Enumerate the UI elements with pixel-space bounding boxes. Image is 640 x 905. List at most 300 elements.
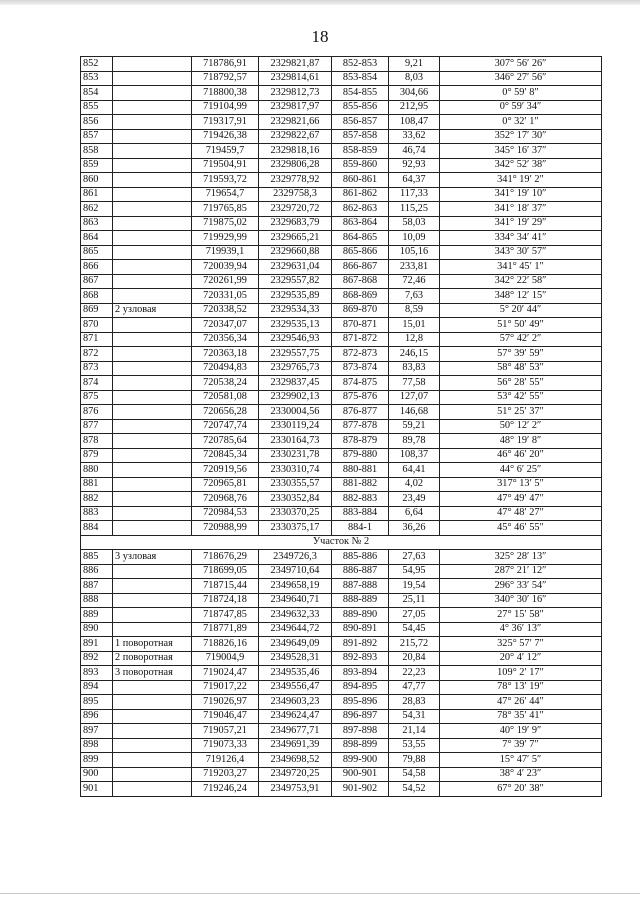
table-row (81, 390, 602, 405)
point-type-cell (113, 158, 192, 173)
point-type-cell (113, 419, 192, 434)
length-cell: 146,68 (389, 405, 440, 420)
direction-angle-cell: 58° 48′ 53″ (440, 361, 602, 376)
direction-angle-cell: 342° 22′ 58″ (440, 274, 602, 289)
direction-angle-cell: 334° 34′ 41″ (440, 231, 602, 246)
direction-angle-cell: 57° 42′ 2″ (440, 332, 602, 347)
table-row (81, 71, 602, 86)
segment-cell: 856-857 (332, 115, 389, 130)
table-row (81, 434, 602, 449)
point-number-cell: 859 (81, 158, 113, 173)
segment-cell: 860-861 (332, 173, 389, 188)
point-number-cell: 872 (81, 347, 113, 362)
segment-cell: 896-897 (332, 709, 389, 724)
coord-x-cell: 719875,02 (192, 216, 259, 231)
segment-cell: 869-870 (332, 303, 389, 318)
length-cell: 20,84 (389, 651, 440, 666)
segment-cell: 880-881 (332, 463, 389, 478)
point-number-cell: 865 (81, 245, 113, 260)
direction-angle-cell: 341° 45′ 1″ (440, 260, 602, 275)
point-type-cell: 3 узловая (113, 550, 192, 565)
point-number-cell: 868 (81, 289, 113, 304)
coord-y-cell: 2329557,75 (259, 347, 332, 362)
coord-x-cell: 718715,44 (192, 579, 259, 594)
coord-y-cell: 2349658,19 (259, 579, 332, 594)
coord-x-cell: 720347,07 (192, 318, 259, 333)
direction-angle-cell: 340° 30′ 16″ (440, 593, 602, 608)
point-number-cell: 862 (81, 202, 113, 217)
segment-cell: 862-863 (332, 202, 389, 217)
direction-angle-cell: 317° 13′ 5″ (440, 477, 602, 492)
coordinates-table (80, 56, 602, 797)
point-type-cell (113, 564, 192, 579)
segment-cell: 901-902 (332, 782, 389, 797)
table-row (81, 332, 602, 347)
length-cell: 79,88 (389, 753, 440, 768)
direction-angle-cell: 0° 59′ 34″ (440, 100, 602, 115)
point-type-cell (113, 332, 192, 347)
point-type-cell (113, 274, 192, 289)
direction-angle-cell: 50° 12′ 2″ (440, 419, 602, 434)
coord-y-cell: 2330004,56 (259, 405, 332, 420)
segment-cell: 886-887 (332, 564, 389, 579)
length-cell: 15,01 (389, 318, 440, 333)
segment-cell: 884-1 (332, 521, 389, 536)
table-row (81, 622, 602, 637)
point-number-cell: 883 (81, 506, 113, 521)
direction-angle-cell: 109° 2′ 17″ (440, 666, 602, 681)
point-number-cell: 858 (81, 144, 113, 159)
point-type-cell (113, 390, 192, 405)
point-type-cell (113, 695, 192, 710)
table-row (81, 550, 602, 565)
coord-y-cell: 2329683,79 (259, 216, 332, 231)
point-number-cell: 886 (81, 564, 113, 579)
segment-cell: 897-898 (332, 724, 389, 739)
coord-y-cell: 2330164,73 (259, 434, 332, 449)
direction-angle-cell: 56° 28′ 55″ (440, 376, 602, 391)
coord-y-cell: 2329665,21 (259, 231, 332, 246)
direction-angle-cell: 20° 4′ 12″ (440, 651, 602, 666)
coord-x-cell: 720338,52 (192, 303, 259, 318)
table-row (81, 347, 602, 362)
direction-angle-cell: 341° 18′ 37″ (440, 202, 602, 217)
table-row (81, 666, 602, 681)
point-type-cell (113, 622, 192, 637)
coord-y-cell: 2349624,47 (259, 709, 332, 724)
direction-angle-cell: 4° 36′ 13″ (440, 622, 602, 637)
length-cell: 77,58 (389, 376, 440, 391)
coord-y-cell: 2349677,71 (259, 724, 332, 739)
point-number-cell: 879 (81, 448, 113, 463)
point-number-cell: 875 (81, 390, 113, 405)
table-row (81, 158, 602, 173)
point-number-cell: 870 (81, 318, 113, 333)
table-row (81, 245, 602, 260)
coord-y-cell: 2329814,61 (259, 71, 332, 86)
coord-x-cell: 719654,7 (192, 187, 259, 202)
table-row (81, 361, 602, 376)
coord-y-cell: 2330352,84 (259, 492, 332, 507)
point-number-cell: 878 (81, 434, 113, 449)
coord-x-cell: 719246,24 (192, 782, 259, 797)
direction-angle-cell: 47° 26′ 44″ (440, 695, 602, 710)
coord-x-cell: 720968,76 (192, 492, 259, 507)
point-number-cell: 895 (81, 695, 113, 710)
table-row (81, 289, 602, 304)
coord-y-cell: 2329546,93 (259, 332, 332, 347)
length-cell: 36,26 (389, 521, 440, 536)
scan-top-edge (0, 0, 640, 5)
direction-angle-cell: 67° 20′ 38″ (440, 782, 602, 797)
table-row (81, 738, 602, 753)
point-number-cell: 899 (81, 753, 113, 768)
segment-cell: 855-856 (332, 100, 389, 115)
point-number-cell: 900 (81, 767, 113, 782)
coord-x-cell: 719126,4 (192, 753, 259, 768)
direction-angle-cell: 78° 13′ 19″ (440, 680, 602, 695)
point-number-cell: 869 (81, 303, 113, 318)
coord-y-cell: 2349753,91 (259, 782, 332, 797)
point-number-cell: 884 (81, 521, 113, 536)
table-row (81, 637, 602, 652)
table-row (81, 100, 602, 115)
segment-cell: 891-892 (332, 637, 389, 652)
length-cell: 215,72 (389, 637, 440, 652)
point-type-cell (113, 405, 192, 420)
length-cell: 8,03 (389, 71, 440, 86)
point-number-cell: 873 (81, 361, 113, 376)
point-type-cell (113, 709, 192, 724)
coord-x-cell: 719504,91 (192, 158, 259, 173)
point-type-cell (113, 100, 192, 115)
direction-angle-cell: 44° 6′ 25″ (440, 463, 602, 478)
coord-x-cell: 720919,56 (192, 463, 259, 478)
point-number-cell: 888 (81, 593, 113, 608)
length-cell: 28,83 (389, 695, 440, 710)
length-cell: 127,07 (389, 390, 440, 405)
coord-x-cell: 720581,08 (192, 390, 259, 405)
table-row (81, 376, 602, 391)
segment-cell: 900-901 (332, 767, 389, 782)
point-number-cell: 853 (81, 71, 113, 86)
coord-x-cell: 718771,89 (192, 622, 259, 637)
point-number-cell: 889 (81, 608, 113, 623)
length-cell: 89,78 (389, 434, 440, 449)
table-row (81, 144, 602, 159)
point-number-cell: 861 (81, 187, 113, 202)
point-number-cell: 864 (81, 231, 113, 246)
length-cell: 54,31 (389, 709, 440, 724)
coord-x-cell: 719317,91 (192, 115, 259, 130)
point-type-cell (113, 318, 192, 333)
point-type-cell (113, 115, 192, 130)
point-type-cell (113, 477, 192, 492)
point-number-cell: 898 (81, 738, 113, 753)
coord-y-cell: 2329812,73 (259, 86, 332, 101)
length-cell: 4,02 (389, 477, 440, 492)
length-cell: 22,23 (389, 666, 440, 681)
length-cell: 72,46 (389, 274, 440, 289)
coord-x-cell: 718800,38 (192, 86, 259, 101)
direction-angle-cell: 47° 48′ 27″ (440, 506, 602, 521)
segment-cell: 868-869 (332, 289, 389, 304)
coord-x-cell: 720356,34 (192, 332, 259, 347)
length-cell: 9,21 (389, 57, 440, 72)
coord-y-cell: 2349691,39 (259, 738, 332, 753)
point-number-cell: 890 (81, 622, 113, 637)
coord-y-cell: 2329902,13 (259, 390, 332, 405)
length-cell: 12,8 (389, 332, 440, 347)
point-type-cell (113, 71, 192, 86)
table-row (81, 477, 602, 492)
segment-cell: 899-900 (332, 753, 389, 768)
table-row (81, 463, 602, 478)
direction-angle-cell: 45° 46′ 55″ (440, 521, 602, 536)
point-type-cell (113, 608, 192, 623)
direction-angle-cell: 348° 12′ 15″ (440, 289, 602, 304)
direction-angle-cell: 341° 19′ 10″ (440, 187, 602, 202)
length-cell: 58,03 (389, 216, 440, 231)
segment-cell: 889-890 (332, 608, 389, 623)
point-number-cell: 882 (81, 492, 113, 507)
direction-angle-cell: 5° 20′ 44″ (440, 303, 602, 318)
table-row (81, 216, 602, 231)
coord-x-cell: 719426,38 (192, 129, 259, 144)
length-cell: 304,66 (389, 86, 440, 101)
length-cell: 7,63 (389, 289, 440, 304)
table-row (81, 231, 602, 246)
direction-angle-cell: 345° 16′ 37″ (440, 144, 602, 159)
segment-cell: 887-888 (332, 579, 389, 594)
table-row (81, 187, 602, 202)
point-number-cell: 877 (81, 419, 113, 434)
segment-cell: 893-894 (332, 666, 389, 681)
segment-cell: 871-872 (332, 332, 389, 347)
point-number-cell: 874 (81, 376, 113, 391)
coord-x-cell: 719939,1 (192, 245, 259, 260)
direction-angle-cell: 0° 32′ 1″ (440, 115, 602, 130)
coord-y-cell: 2329535,89 (259, 289, 332, 304)
coord-y-cell: 2330370,25 (259, 506, 332, 521)
segment-cell: 890-891 (332, 622, 389, 637)
point-number-cell: 855 (81, 100, 113, 115)
coord-x-cell: 720656,28 (192, 405, 259, 420)
point-number-cell: 885 (81, 550, 113, 565)
point-number-cell: 866 (81, 260, 113, 275)
direction-angle-cell: 341° 19′ 2″ (440, 173, 602, 188)
point-number-cell: 881 (81, 477, 113, 492)
segment-cell: 873-874 (332, 361, 389, 376)
direction-angle-cell: 0° 59′ 8″ (440, 86, 602, 101)
point-type-cell (113, 579, 192, 594)
table-row (81, 405, 602, 420)
segment-cell: 854-855 (332, 86, 389, 101)
table-row (81, 506, 602, 521)
point-type-cell (113, 289, 192, 304)
coord-y-cell: 2329821,87 (259, 57, 332, 72)
direction-angle-cell: 57° 39′ 59″ (440, 347, 602, 362)
point-type-cell (113, 492, 192, 507)
table-row (81, 753, 602, 768)
coord-y-cell: 2329837,45 (259, 376, 332, 391)
segment-cell: 859-860 (332, 158, 389, 173)
coord-x-cell: 720363,18 (192, 347, 259, 362)
segment-cell: 888-889 (332, 593, 389, 608)
table-body-part-2 (81, 550, 602, 797)
coord-x-cell: 719024,47 (192, 666, 259, 681)
direction-angle-cell: 53° 42′ 55″ (440, 390, 602, 405)
point-number-cell: 857 (81, 129, 113, 144)
length-cell: 54,52 (389, 782, 440, 797)
coord-y-cell: 2349720,25 (259, 767, 332, 782)
length-cell: 46,74 (389, 144, 440, 159)
coord-x-cell: 719459,7 (192, 144, 259, 159)
direction-angle-cell: 341° 19′ 29″ (440, 216, 602, 231)
segment-cell: 894-895 (332, 680, 389, 695)
table-row (81, 680, 602, 695)
coord-y-cell: 2329806,28 (259, 158, 332, 173)
segment-cell: 898-899 (332, 738, 389, 753)
direction-angle-cell: 296° 33′ 54″ (440, 579, 602, 594)
direction-angle-cell: 287° 21′ 12″ (440, 564, 602, 579)
direction-angle-cell: 307° 56′ 26″ (440, 57, 602, 72)
table-row (81, 303, 602, 318)
point-type-cell (113, 376, 192, 391)
table-row (81, 521, 602, 536)
length-cell: 246,15 (389, 347, 440, 362)
direction-angle-cell: 343° 30′ 57″ (440, 245, 602, 260)
coord-x-cell: 720538,24 (192, 376, 259, 391)
coord-y-cell: 2349632,33 (259, 608, 332, 623)
direction-angle-cell: 352° 17′ 30″ (440, 129, 602, 144)
table-row (81, 767, 602, 782)
point-type-cell: 3 поворотная (113, 666, 192, 681)
segment-cell: 878-879 (332, 434, 389, 449)
coord-y-cell: 2329778,92 (259, 173, 332, 188)
segment-cell: 852-853 (332, 57, 389, 72)
point-type-cell (113, 57, 192, 72)
table-row (81, 115, 602, 130)
coord-y-cell: 2349644,72 (259, 622, 332, 637)
segment-cell: 863-864 (332, 216, 389, 231)
point-number-cell: 860 (81, 173, 113, 188)
coord-y-cell: 2329557,82 (259, 274, 332, 289)
table-row (81, 173, 602, 188)
page-number: 18 (311, 27, 329, 46)
segment-cell: 870-871 (332, 318, 389, 333)
coord-y-cell: 2349535,46 (259, 666, 332, 681)
table-body-part-1 (81, 57, 602, 536)
coord-x-cell: 718676,29 (192, 550, 259, 565)
coord-x-cell: 718747,85 (192, 608, 259, 623)
coord-x-cell: 720845,34 (192, 448, 259, 463)
table-row (81, 651, 602, 666)
direction-angle-cell: 342° 52′ 38″ (440, 158, 602, 173)
coord-x-cell: 719073,33 (192, 738, 259, 753)
segment-cell: 866-867 (332, 260, 389, 275)
table-row (81, 724, 602, 739)
point-type-cell (113, 245, 192, 260)
direction-angle-cell: 46° 46′ 20″ (440, 448, 602, 463)
point-type-cell: 2 узловая (113, 303, 192, 318)
coord-x-cell: 719593,72 (192, 173, 259, 188)
segment-cell: 895-896 (332, 695, 389, 710)
length-cell: 8,59 (389, 303, 440, 318)
point-type-cell (113, 448, 192, 463)
point-number-cell: 876 (81, 405, 113, 420)
point-type-cell (113, 753, 192, 768)
table-row (81, 564, 602, 579)
direction-angle-cell: 51° 50′ 49″ (440, 318, 602, 333)
coord-y-cell: 2330375,17 (259, 521, 332, 536)
length-cell: 27,63 (389, 550, 440, 565)
point-number-cell: 852 (81, 57, 113, 72)
segment-cell: 877-878 (332, 419, 389, 434)
segment-cell: 865-866 (332, 245, 389, 260)
point-type-cell (113, 347, 192, 362)
length-cell: 23,49 (389, 492, 440, 507)
length-cell: 10,09 (389, 231, 440, 246)
coord-y-cell: 2329822,67 (259, 129, 332, 144)
segment-cell: 892-893 (332, 651, 389, 666)
point-number-cell: 893 (81, 666, 113, 681)
direction-angle-cell: 78° 35′ 41″ (440, 709, 602, 724)
direction-angle-cell: 346° 27′ 56″ (440, 71, 602, 86)
length-cell: 108,47 (389, 115, 440, 130)
table-row (81, 709, 602, 724)
direction-angle-cell: 7° 39′ 7″ (440, 738, 602, 753)
length-cell: 59,21 (389, 419, 440, 434)
coord-x-cell: 720039,94 (192, 260, 259, 275)
length-cell: 54,95 (389, 564, 440, 579)
direction-angle-cell: 15° 47′ 5″ (440, 753, 602, 768)
point-type-cell (113, 187, 192, 202)
coord-y-cell: 2330231,78 (259, 448, 332, 463)
length-cell: 64,41 (389, 463, 440, 478)
coord-y-cell: 2349603,23 (259, 695, 332, 710)
point-type-cell: 2 поворотная (113, 651, 192, 666)
coord-y-cell: 2349640,71 (259, 593, 332, 608)
section-title: Участок № 2 (81, 535, 602, 550)
point-type-cell (113, 86, 192, 101)
table-row (81, 448, 602, 463)
segment-cell: 858-859 (332, 144, 389, 159)
coord-y-cell: 2349710,64 (259, 564, 332, 579)
point-type-cell (113, 593, 192, 608)
point-type-cell (113, 724, 192, 739)
coord-y-cell: 2329818,16 (259, 144, 332, 159)
length-cell: 19,54 (389, 579, 440, 594)
length-cell: 25,11 (389, 593, 440, 608)
point-number-cell: 863 (81, 216, 113, 231)
segment-cell: 881-882 (332, 477, 389, 492)
point-type-cell (113, 231, 192, 246)
point-type-cell (113, 144, 192, 159)
coord-y-cell: 2329817,97 (259, 100, 332, 115)
point-number-cell: 887 (81, 579, 113, 594)
length-cell: 54,45 (389, 622, 440, 637)
coord-x-cell: 718786,91 (192, 57, 259, 72)
direction-angle-cell: 51° 25′ 37″ (440, 405, 602, 420)
coord-y-cell: 2329631,04 (259, 260, 332, 275)
coord-x-cell: 720747,74 (192, 419, 259, 434)
point-type-cell (113, 216, 192, 231)
length-cell: 105,16 (389, 245, 440, 260)
coord-y-cell: 2329765,73 (259, 361, 332, 376)
coord-x-cell: 719765,85 (192, 202, 259, 217)
length-cell: 115,25 (389, 202, 440, 217)
